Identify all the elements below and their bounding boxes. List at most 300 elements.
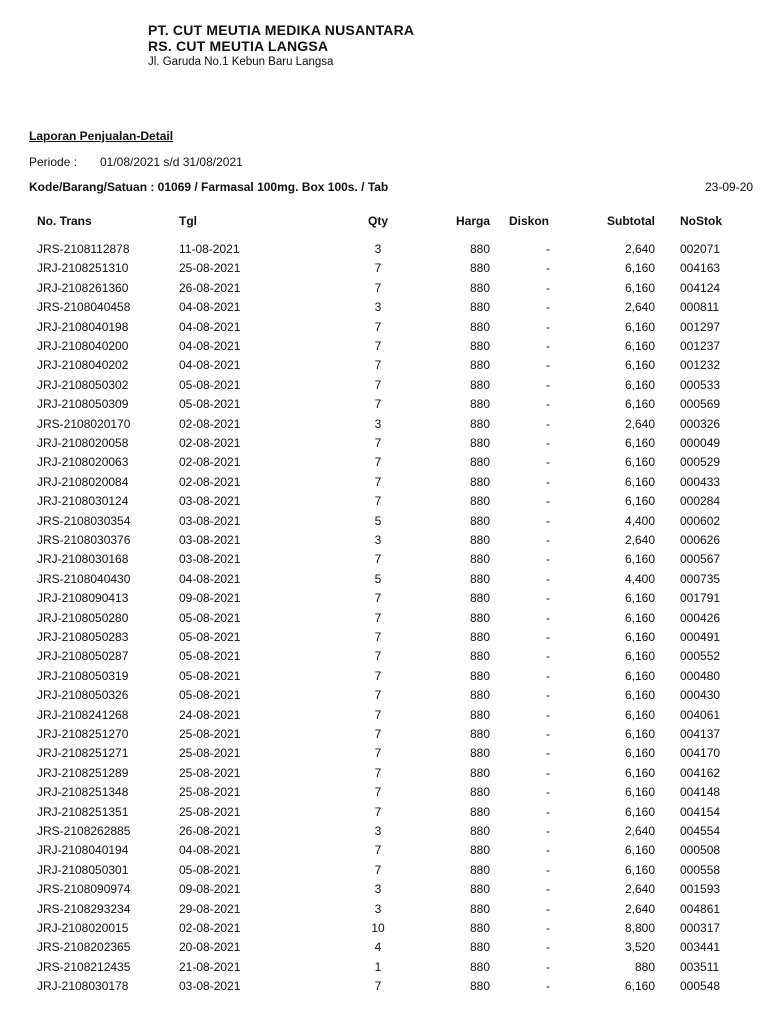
table-row <box>0 415 768 434</box>
cell-harga: 880 <box>469 533 490 547</box>
cell-subtotal: 2,640 <box>624 242 655 256</box>
cell-no-trans: JRJ-2108050283 <box>37 630 129 644</box>
cell-diskon: - <box>546 397 550 412</box>
cell-no-trans: JRJ-2108050287 <box>37 649 129 664</box>
cell-diskon: - <box>546 979 550 994</box>
table-row <box>0 512 768 531</box>
table-row <box>0 686 768 705</box>
cell-qty: 5 <box>374 571 382 586</box>
cell-subtotal: 6,160 <box>624 862 655 877</box>
cell-harga: 880 <box>469 688 490 703</box>
cell-qty: 7 <box>374 494 382 509</box>
cell-qty: 7 <box>374 552 382 567</box>
cell-qty: 3 <box>374 901 382 916</box>
cell-no-trans: JRJ-2108040200 <box>37 339 129 353</box>
cell-diskon: - <box>546 455 550 470</box>
table-row <box>0 744 768 763</box>
cell-harga: 880 <box>469 377 490 392</box>
cell-nostok: 000491 <box>680 630 721 644</box>
cell-diskon: - <box>546 571 550 586</box>
cell-no-trans: JRS-2108040430 <box>37 571 131 586</box>
cell-harga: 880 <box>469 397 490 412</box>
cell-qty: 7 <box>374 862 382 877</box>
table-row <box>0 725 768 744</box>
cell-no-trans: JRJ-2108241268 <box>37 707 129 722</box>
table-row <box>0 938 768 957</box>
cell-qty: 3 <box>374 300 382 315</box>
table-row <box>0 550 768 569</box>
table-row <box>0 356 768 375</box>
cell-nostok: 004170 <box>680 746 721 761</box>
cell-diskon: - <box>546 610 550 625</box>
cell-harga: 880 <box>469 591 490 606</box>
cell-tgl: 03-08-2021 <box>179 533 241 547</box>
cell-nostok: 000317 <box>680 921 721 935</box>
table-row <box>0 764 768 783</box>
cell-diskon: - <box>546 843 550 858</box>
cell-subtotal: 6,160 <box>624 649 655 664</box>
cell-nostok: 001593 <box>680 882 721 897</box>
cell-nostok: 000626 <box>680 533 721 547</box>
cell-nostok: 002071 <box>680 242 721 256</box>
cell-harga: 880 <box>469 707 490 722</box>
cell-diskon: - <box>546 280 550 295</box>
cell-diskon: - <box>546 921 550 935</box>
cell-nostok: 001297 <box>680 319 721 334</box>
hospital-name: RS. CUT MEUTIA LANGSA <box>148 38 329 54</box>
cell-diskon: - <box>546 688 550 703</box>
cell-tgl: 02-08-2021 <box>179 436 241 450</box>
cell-subtotal: 6,160 <box>624 261 655 276</box>
cell-nostok: 001232 <box>680 358 721 373</box>
table-row <box>0 434 768 453</box>
cell-harga: 880 <box>469 979 490 994</box>
cell-qty: 7 <box>374 843 382 858</box>
cell-tgl: 25-08-2021 <box>179 746 241 761</box>
cell-harga: 880 <box>469 242 490 256</box>
cell-qty: 7 <box>374 610 382 625</box>
cell-tgl: 25-08-2021 <box>179 765 241 780</box>
cell-subtotal: 6,160 <box>624 610 655 625</box>
cell-qty: 7 <box>374 377 382 392</box>
cell-subtotal: 6,160 <box>624 746 655 761</box>
cell-nostok: 000602 <box>680 513 721 528</box>
cell-no-trans: JRJ-2108251348 <box>37 785 129 800</box>
table-row <box>0 395 768 414</box>
cell-nostok: 000811 <box>680 300 720 315</box>
table-row <box>0 337 768 356</box>
cell-qty: 7 <box>374 261 382 276</box>
cell-nostok: 000735 <box>680 571 721 586</box>
cell-no-trans: JRJ-2108050326 <box>37 688 129 703</box>
cell-qty: 7 <box>374 339 382 353</box>
cell-subtotal: 6,160 <box>624 979 655 994</box>
cell-nostok: 000426 <box>680 610 721 625</box>
cell-harga: 880 <box>469 630 490 644</box>
cell-tgl: 11-08-2021 <box>179 242 240 256</box>
cell-subtotal: 2,640 <box>624 416 655 431</box>
table-row <box>0 977 768 996</box>
cell-nostok: 004554 <box>680 824 721 838</box>
table-row <box>0 570 768 589</box>
cell-subtotal: 6,160 <box>624 688 655 703</box>
cell-diskon: - <box>546 300 550 315</box>
cell-qty: 7 <box>374 765 382 780</box>
cell-tgl: 04-08-2021 <box>179 339 241 353</box>
cell-harga: 880 <box>469 882 490 897</box>
table-row <box>0 376 768 395</box>
table-row <box>0 589 768 608</box>
cell-diskon: - <box>546 727 550 741</box>
cell-no-trans: JRJ-2108251289 <box>37 765 129 780</box>
cell-subtotal: 8,800 <box>624 921 655 935</box>
header-qty: Qty <box>367 214 388 228</box>
cell-diskon: - <box>546 940 550 955</box>
cell-diskon: - <box>546 959 550 974</box>
cell-nostok: 001237 <box>680 339 721 353</box>
header-tgl: Tgl <box>179 214 197 228</box>
cell-subtotal: 6,160 <box>624 552 655 567</box>
cell-tgl: 03-08-2021 <box>179 494 241 509</box>
cell-tgl: 04-08-2021 <box>179 300 241 315</box>
cell-qty: 7 <box>374 358 382 373</box>
cell-harga: 880 <box>469 785 490 800</box>
cell-tgl: 05-08-2021 <box>179 688 241 703</box>
cell-no-trans: JRJ-2108050301 <box>37 862 129 877</box>
table-row <box>0 279 768 298</box>
cell-qty: 7 <box>374 280 382 295</box>
cell-nostok: 000567 <box>680 552 721 567</box>
cell-subtotal: 2,640 <box>624 300 655 315</box>
company-name: PT. CUT MEUTIA MEDIKA NUSANTARA <box>148 22 415 38</box>
cell-diskon: - <box>546 261 550 276</box>
cell-harga: 880 <box>469 552 490 567</box>
cell-harga: 880 <box>469 339 490 353</box>
cell-no-trans: JRS-2108020170 <box>37 416 131 431</box>
cell-harga: 880 <box>469 319 490 334</box>
cell-diskon: - <box>546 804 550 819</box>
header-subtotal: Subtotal <box>607 214 655 228</box>
cell-diskon: - <box>546 901 550 916</box>
period-label: Periode : <box>29 155 78 169</box>
cell-harga: 880 <box>469 824 490 838</box>
cell-no-trans: JRJ-2108020058 <box>37 436 129 450</box>
cell-nostok: 000529 <box>680 455 721 470</box>
cell-no-trans: JRJ-2108030168 <box>37 552 129 567</box>
cell-nostok: 004163 <box>680 261 721 276</box>
cell-no-trans: JRJ-2108251351 <box>37 804 129 819</box>
cell-subtotal: 6,160 <box>624 843 655 858</box>
cell-diskon: - <box>546 377 550 392</box>
table-row <box>0 958 768 977</box>
cell-qty: 7 <box>374 785 382 800</box>
cell-qty: 7 <box>374 474 382 489</box>
cell-tgl: 25-08-2021 <box>179 727 241 741</box>
cell-no-trans: JRS-2108112878 <box>37 242 130 256</box>
cell-tgl: 04-08-2021 <box>179 319 241 334</box>
cell-diskon: - <box>546 358 550 373</box>
cell-subtotal: 2,640 <box>624 901 655 916</box>
table-row <box>0 841 768 860</box>
cell-harga: 880 <box>469 862 490 877</box>
table-row <box>0 706 768 725</box>
cell-qty: 7 <box>374 397 382 412</box>
cell-qty: 7 <box>374 746 382 761</box>
print-date: 23-09-20 <box>705 180 754 194</box>
cell-subtotal: 880 <box>634 959 655 974</box>
header-diskon: Diskon <box>509 214 550 228</box>
table-row <box>0 318 768 337</box>
cell-harga: 880 <box>469 804 490 819</box>
cell-subtotal: 6,160 <box>624 436 655 450</box>
cell-subtotal: 6,160 <box>624 494 655 509</box>
cell-subtotal: 6,160 <box>624 707 655 722</box>
cell-diskon: - <box>546 494 550 509</box>
cell-no-trans: JRJ-2108040194 <box>37 843 129 858</box>
cell-nostok: 000430 <box>680 688 721 703</box>
cell-harga: 880 <box>469 300 490 315</box>
cell-no-trans: JRS-2108040458 <box>37 300 131 315</box>
cell-nostok: 004137 <box>680 727 721 741</box>
cell-tgl: 05-08-2021 <box>179 397 241 412</box>
cell-no-trans: JRJ-2108251270 <box>37 727 129 741</box>
cell-diskon: - <box>546 416 550 431</box>
cell-no-trans: JRJ-2108251271 <box>37 746 129 761</box>
table-row <box>0 473 768 492</box>
table-row <box>0 822 768 841</box>
cell-qty: 7 <box>374 979 382 994</box>
cell-subtotal: 3,520 <box>624 940 655 955</box>
cell-diskon: - <box>546 533 550 547</box>
table-row <box>0 298 768 317</box>
cell-harga: 880 <box>469 571 490 586</box>
cell-nostok: 000533 <box>680 377 721 392</box>
cell-harga: 880 <box>469 513 490 528</box>
cell-no-trans: JRS-2108202365 <box>37 940 131 955</box>
cell-diskon: - <box>546 339 550 353</box>
cell-subtotal: 2,640 <box>624 824 655 838</box>
cell-tgl: 29-08-2021 <box>179 901 241 916</box>
cell-harga: 880 <box>469 765 490 780</box>
table-row <box>0 667 768 686</box>
cell-nostok: 000508 <box>680 843 721 858</box>
cell-tgl: 26-08-2021 <box>179 824 241 838</box>
cell-harga: 880 <box>469 436 490 450</box>
cell-diskon: - <box>546 552 550 567</box>
cell-harga: 880 <box>469 474 490 489</box>
cell-nostok: 000548 <box>680 979 721 994</box>
cell-no-trans: JRS-2108293234 <box>37 901 131 916</box>
cell-tgl: 26-08-2021 <box>179 280 241 295</box>
cell-tgl: 09-08-2021 <box>179 591 241 606</box>
cell-diskon: - <box>546 630 550 644</box>
cell-qty: 4 <box>374 940 382 955</box>
cell-tgl: 25-08-2021 <box>179 785 241 800</box>
cell-no-trans: JRS-2108030354 <box>37 513 131 528</box>
cell-harga: 880 <box>469 261 490 276</box>
cell-qty: 7 <box>374 591 382 606</box>
cell-qty: 3 <box>374 882 382 897</box>
cell-tgl: 09-08-2021 <box>179 882 241 897</box>
cell-harga: 880 <box>469 358 490 373</box>
cell-qty: 7 <box>374 455 382 470</box>
cell-nostok: 004861 <box>680 901 721 916</box>
cell-nostok: 004154 <box>680 804 721 819</box>
cell-no-trans: JRJ-2108040202 <box>37 358 129 373</box>
cell-subtotal: 6,160 <box>624 319 655 334</box>
cell-nostok: 000049 <box>680 436 721 450</box>
cell-no-trans: JRJ-2108050309 <box>37 397 129 412</box>
cell-qty: 7 <box>374 727 382 741</box>
cell-no-trans: JRJ-2108050319 <box>37 668 129 683</box>
cell-subtotal: 6,160 <box>624 668 655 683</box>
cell-subtotal: 6,160 <box>624 765 655 780</box>
table-row <box>0 880 768 899</box>
cell-tgl: 02-08-2021 <box>179 416 241 431</box>
cell-no-trans: JRJ-2108030178 <box>37 979 129 994</box>
cell-diskon: - <box>546 707 550 722</box>
cell-subtotal: 6,160 <box>624 785 655 800</box>
table-row <box>0 647 768 666</box>
cell-qty: 7 <box>374 707 382 722</box>
cell-harga: 880 <box>469 649 490 664</box>
cell-diskon: - <box>546 474 550 489</box>
cell-subtotal: 6,160 <box>624 455 655 470</box>
cell-tgl: 05-08-2021 <box>179 649 241 664</box>
cell-harga: 880 <box>469 959 490 974</box>
cell-nostok: 003441 <box>680 940 721 955</box>
cell-nostok: 000433 <box>680 474 721 489</box>
cell-diskon: - <box>546 319 550 334</box>
cell-harga: 880 <box>469 280 490 295</box>
report-title: Laporan Penjualan-Detail <box>29 129 174 143</box>
cell-qty: 3 <box>374 242 382 256</box>
period-value: 01/08/2021 s/d 31/08/2021 <box>100 155 243 169</box>
cell-nostok: 004061 <box>680 707 721 722</box>
cell-no-trans: JRS-2108090974 <box>37 882 131 897</box>
cell-tgl: 02-08-2021 <box>179 455 241 470</box>
cell-harga: 880 <box>469 921 490 935</box>
cell-harga: 880 <box>469 746 490 761</box>
cell-nostok: 000569 <box>680 397 721 412</box>
cell-no-trans: JRJ-2108030124 <box>37 494 129 509</box>
cell-no-trans: JRS-2108262885 <box>37 824 131 838</box>
cell-subtotal: 2,640 <box>624 882 655 897</box>
cell-harga: 880 <box>469 668 490 683</box>
cell-tgl: 03-08-2021 <box>179 979 241 994</box>
table-row <box>0 240 768 259</box>
cell-qty: 7 <box>374 319 382 334</box>
cell-subtotal: 6,160 <box>624 591 655 606</box>
cell-diskon: - <box>546 862 550 877</box>
cell-qty: 7 <box>374 649 382 664</box>
cell-subtotal: 4,400 <box>624 571 655 586</box>
cell-qty: 7 <box>374 436 382 450</box>
cell-subtotal: 6,160 <box>624 280 655 295</box>
cell-tgl: 03-08-2021 <box>179 513 241 528</box>
cell-qty: 10 <box>371 921 385 935</box>
cell-no-trans: JRJ-2108090413 <box>37 591 129 606</box>
cell-nostok: 000480 <box>680 668 721 683</box>
table-row <box>0 453 768 472</box>
cell-nostok: 000552 <box>680 649 721 664</box>
cell-tgl: 25-08-2021 <box>179 804 241 819</box>
table-row <box>0 900 768 919</box>
cell-qty: 3 <box>374 824 382 838</box>
address: Jl. Garuda No.1 Kebun Baru Langsa <box>148 56 334 68</box>
cell-no-trans: JRS-2108030376 <box>37 533 131 547</box>
cell-nostok: 004124 <box>680 280 721 295</box>
cell-qty: 3 <box>374 533 382 547</box>
cell-diskon: - <box>546 436 550 450</box>
cell-nostok: 004148 <box>680 785 721 800</box>
cell-subtotal: 6,160 <box>624 377 655 392</box>
table-row <box>0 861 768 880</box>
cell-subtotal: 6,160 <box>624 397 655 412</box>
table-row <box>0 259 768 278</box>
cell-qty: 5 <box>374 513 382 528</box>
cell-tgl: 21-08-2021 <box>179 959 241 974</box>
cell-diskon: - <box>546 746 550 761</box>
cell-harga: 880 <box>469 416 490 431</box>
cell-tgl: 03-08-2021 <box>179 552 241 567</box>
cell-qty: 3 <box>374 416 382 431</box>
cell-subtotal: 6,160 <box>624 804 655 819</box>
cell-tgl: 05-08-2021 <box>179 630 241 644</box>
cell-tgl: 25-08-2021 <box>179 261 241 276</box>
cell-tgl: 02-08-2021 <box>179 474 241 489</box>
cell-no-trans: JRJ-2108020015 <box>37 921 129 935</box>
header-no-trans: No. Trans <box>37 214 92 228</box>
cell-nostok: 004162 <box>680 765 721 780</box>
cell-tgl: 04-08-2021 <box>179 571 241 586</box>
cell-tgl: 02-08-2021 <box>179 921 241 935</box>
table-header <box>0 212 768 230</box>
cell-subtotal: 6,160 <box>624 358 655 373</box>
cell-tgl: 04-08-2021 <box>179 843 241 858</box>
cell-qty: 7 <box>374 668 382 683</box>
cell-tgl: 05-08-2021 <box>179 862 241 877</box>
cell-subtotal: 6,160 <box>624 339 655 353</box>
cell-harga: 880 <box>469 494 490 509</box>
cell-tgl: 20-08-2021 <box>179 940 241 955</box>
cell-nostok: 001791 <box>680 591 721 606</box>
cell-tgl: 24-08-2021 <box>179 707 241 722</box>
cell-subtotal: 2,640 <box>624 533 655 547</box>
table-row <box>0 531 768 550</box>
cell-no-trans: JRJ-2108050302 <box>37 377 129 392</box>
cell-nostok: 000558 <box>680 862 721 877</box>
cell-nostok: 000284 <box>680 494 721 509</box>
cell-tgl: 05-08-2021 <box>179 377 241 392</box>
table-row <box>0 783 768 802</box>
header-nostok: NoStok <box>680 214 722 228</box>
cell-diskon: - <box>546 649 550 664</box>
cell-no-trans: JRJ-2108020063 <box>37 455 129 470</box>
cell-harga: 880 <box>469 455 490 470</box>
cell-subtotal: 6,160 <box>624 630 655 644</box>
cell-no-trans: JRJ-2108020084 <box>37 474 129 489</box>
cell-qty: 7 <box>374 804 382 819</box>
cell-nostok: 000326 <box>680 416 721 431</box>
cell-no-trans: JRS-2108212435 <box>37 959 131 974</box>
cell-subtotal: 4,400 <box>624 513 655 528</box>
cell-harga: 880 <box>469 727 490 741</box>
cell-diskon: - <box>546 242 550 256</box>
cell-diskon: - <box>546 824 550 838</box>
cell-qty: 7 <box>374 688 382 703</box>
cell-tgl: 04-08-2021 <box>179 358 241 373</box>
